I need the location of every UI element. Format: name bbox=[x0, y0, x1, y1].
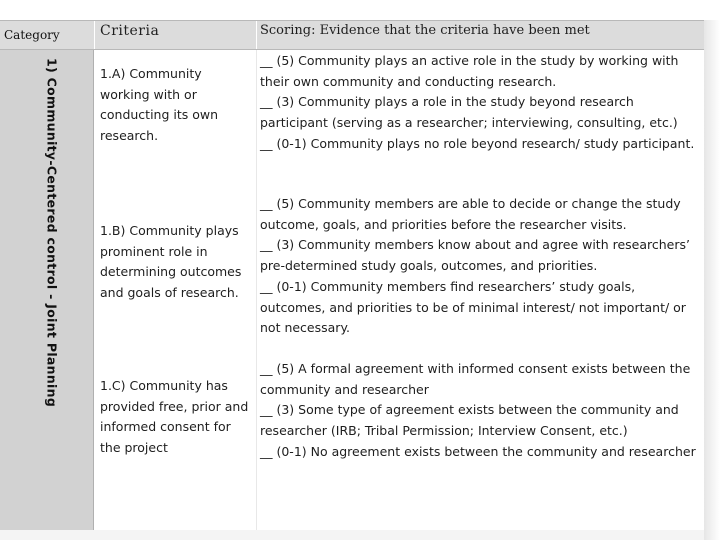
scoring-option: __ (0-1) Community plays no role beyond research/ study participant. bbox=[260, 135, 695, 151]
criteria-cell: 1.B) Community plays prominent role in determining outcomes and goals of research. bbox=[100, 223, 242, 301]
scoring-option: __ (3) Some type of agreement exists between the community and researcher (IRB; Tribal Permission; Interview Consent, etc.) bbox=[260, 402, 679, 439]
table-bottom-edge bbox=[0, 530, 704, 540]
scoring-cell bbox=[260, 51, 702, 155]
scoring-option: __ (5) Community members are able to decide or change the study outcome, goals, and priorities before the researcher visits. bbox=[260, 196, 681, 232]
scoring-cell bbox=[260, 359, 702, 463]
scoring-option: __ (3) Community members know about and agree with researchers’ pre-determined study goals, outcomes, and priorities. bbox=[260, 237, 690, 274]
header-category: Category bbox=[4, 28, 60, 42]
scoring-option: __ (0-1) Community members find researchers’ study goals, outcomes, and priorities to be of minimal interest/ not important/ or not necessary. bbox=[260, 278, 686, 336]
header-scoring: Scoring: Evidence that the criteria have been met bbox=[260, 23, 590, 38]
criteria-cell: 1.A) Community working with or conducting its own research. bbox=[100, 66, 219, 144]
scoring-cell bbox=[260, 194, 702, 339]
category-label: 1) Community-Centered control - Joint Planning bbox=[44, 58, 60, 408]
criteria-cell: 1.C) Community has provided free, prior and informed consent for the project bbox=[100, 378, 249, 456]
scoring-option: __ (5) Community plays an active role in the study by working with their own community and conducting research. bbox=[260, 53, 679, 89]
header-criteria: Criteria bbox=[100, 23, 160, 39]
category-column bbox=[0, 50, 94, 530]
scoring-option: __ (0-1) No agreement exists between the community and researcher bbox=[260, 443, 696, 459]
scoring-option: __ (3) Community plays a role in the study beyond research participant (serving as a researcher; interviewing, consulting, etc.) bbox=[260, 94, 678, 131]
table-header-row bbox=[0, 20, 704, 50]
slide-edge-shadow bbox=[704, 20, 720, 540]
scoring-option: __ (5) A formal agreement with informed consent exists between the community and researcher bbox=[260, 361, 691, 397]
